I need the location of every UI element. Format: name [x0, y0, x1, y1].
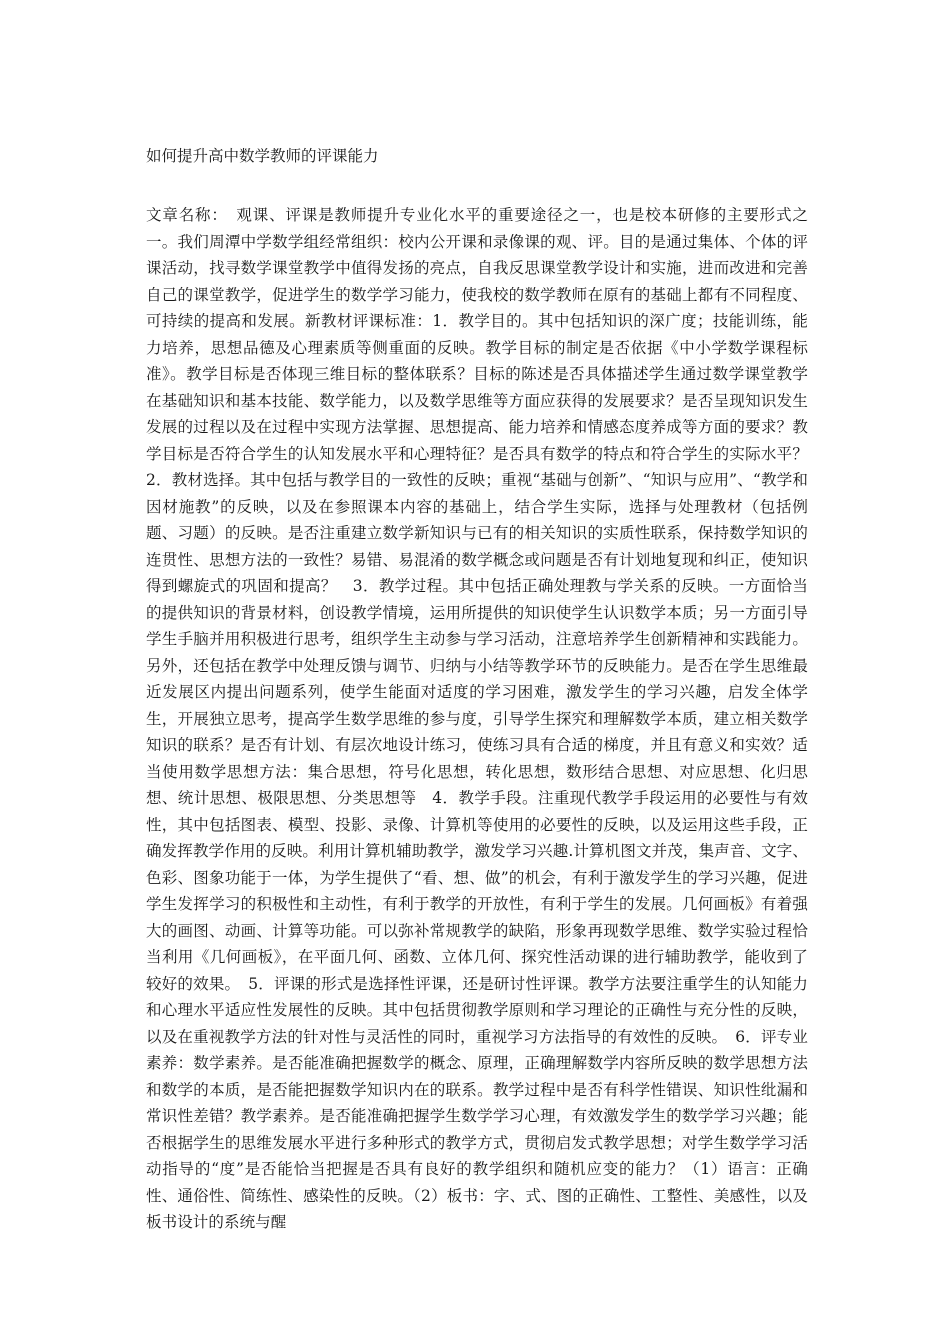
document-title: 如何提升高中数学教师的评课能力: [146, 147, 379, 165]
document-body: 文章名称： 观课、评课是教师提升专业化水平的重要途径之一，也是校本研修的主要形式之一。我们周潭中学数学组经常组织：校内公开课和录像课的观、评。目的是通过集体、个体的评课活动，找寻数学课堂教学中值得发扬的亮点，自我反思课堂教学设计和实施，进而改进和完善自己的课堂教学，促进学生的数学学习能力，使我校的数学教师在原有的基础上都有不同程度、可持续的提高和发展。新教材评课标准：1．教学目的。其中包括知识的深广度；技能训练，能力培养，思想品德及心理素质等侧重面的反映。教学目标的制定是否依据《中小学数学课程标准》。教学目标是否体现三维目标的整体联系？目标的陈述是否具体描述学生通过数学课堂教学在基础知识和基本技能、数学能力，以及数学思维等方面应获得的发展要求？是否呈现知识发生发展的过程以及在过程中实现方法掌握、思想提高、能力培养和情感态度养成等方面的要求？教学目标是否符合学生的认知发展水平和心理特征？是否具有数学的特点和符合学生的实际水平？ 2．教材选择。其中包括与教学目的一致性的反映；重视“基础与创新”、“知识与应用”、“教学和因材施教”的反映，以及在参照课本内容的基础上，结合学生实际，选择与处理教材（包括例题、习题）的反映。是否注重建立数学新知识与已有的相关知识的实质性联系，保持数学知识的连贯性、思想方法的一致性？易错、易混淆的数学概念或问题是否有计划地复现和纠正，使知识得到螺旋式的巩固和提高？ 3．教学过程。其中包括正确处理教与学关系的反映。一方面恰当的提供知识的背景材料，创设教学情境，运用所提供的知识使学生认识数学本质；另一方面引导学生手脑并用积极进行思考，组织学生主动参与学习活动，注意培养学生创新精神和实践能力。另外，还包括在教学中处理反馈与调节、归纳与小结等教学环节的反映能力。是否在学生思维最近发展区内提出问题系列，使学生能面对适度的学习困难，激发学生的学习兴趣，启发全体学生，开展独立思考，提高学生数学思维的参与度，引导学生探究和理解数学本质，建立相关数学知识的联系？是否有计划、有层次地设计练习，使练习具有合适的梯度，并且有意义和实效？适当使用数学思想方法：集合思想，符号化思想，转化思想，数形结合思想、对应思想、化归思想、统计思想、极限思想、分类思想等 4．教学手段。注重现代教学手段运用的必要性与有效性，其中包括图表、模型、投影、录像、计算机等使用的必要性的反映，以及运用这些手段，正确发挥教学作用的反映。利用计算机辅助教学，激发学习兴趣.计算机图文并茂，集声音、文字、色彩、图象功能于一体，为学生提供了“看、想、做”的机会，有利于激发学生的学习兴趣，促进学生发挥学习的积极性和主动性，有利于教学的开放性，有利于学生的发展。几何画板》有着强大的画图、动画、计算等功能。可以弥补常规教学的缺陷，形象再现数学思维、数学实验过程恰当利用《几何画板》，在平面几何、函数、立体几何、探究性活动课的进行辅助教学，能收到了较好的效果。 5．评课的形式是选择性评课，还是研讨性评课。教学方法要注重学生的认知能力和心理水平适应性发展性的反映。其中包括贯彻教学原则和学习理论的正确性与充分性的反映，以及在重视教学方法的针对性与灵活性的同时，重视学习方法指导的有效性的反映。 6．评专业素养：数学素养。是否能准确把握数学的概念、原理，正确理解数学内容所反映的数学思想方法和数学的本质，是否能把握数学知识内在的联系。教学过程中是否有科学性错误、知识性纰漏和常识性差错？教学素养。是否能准确把握学生数学学习心理，有效激发学生的数学学习兴趣；能否根据学生的思维发展水平进行多种形式的教学方式，贯彻启发式教学思想；对学生数学学习活动指导的“度”是否能恰当把握是否具有良好的教学组织和随机应变的能力？（1）语言：正确性、通俗性、简练性、感染性的反映。（2）板书：字、式、图的正确性、工整性、美感性，以及板书设计的系统与醒: [146, 206, 824, 1231]
